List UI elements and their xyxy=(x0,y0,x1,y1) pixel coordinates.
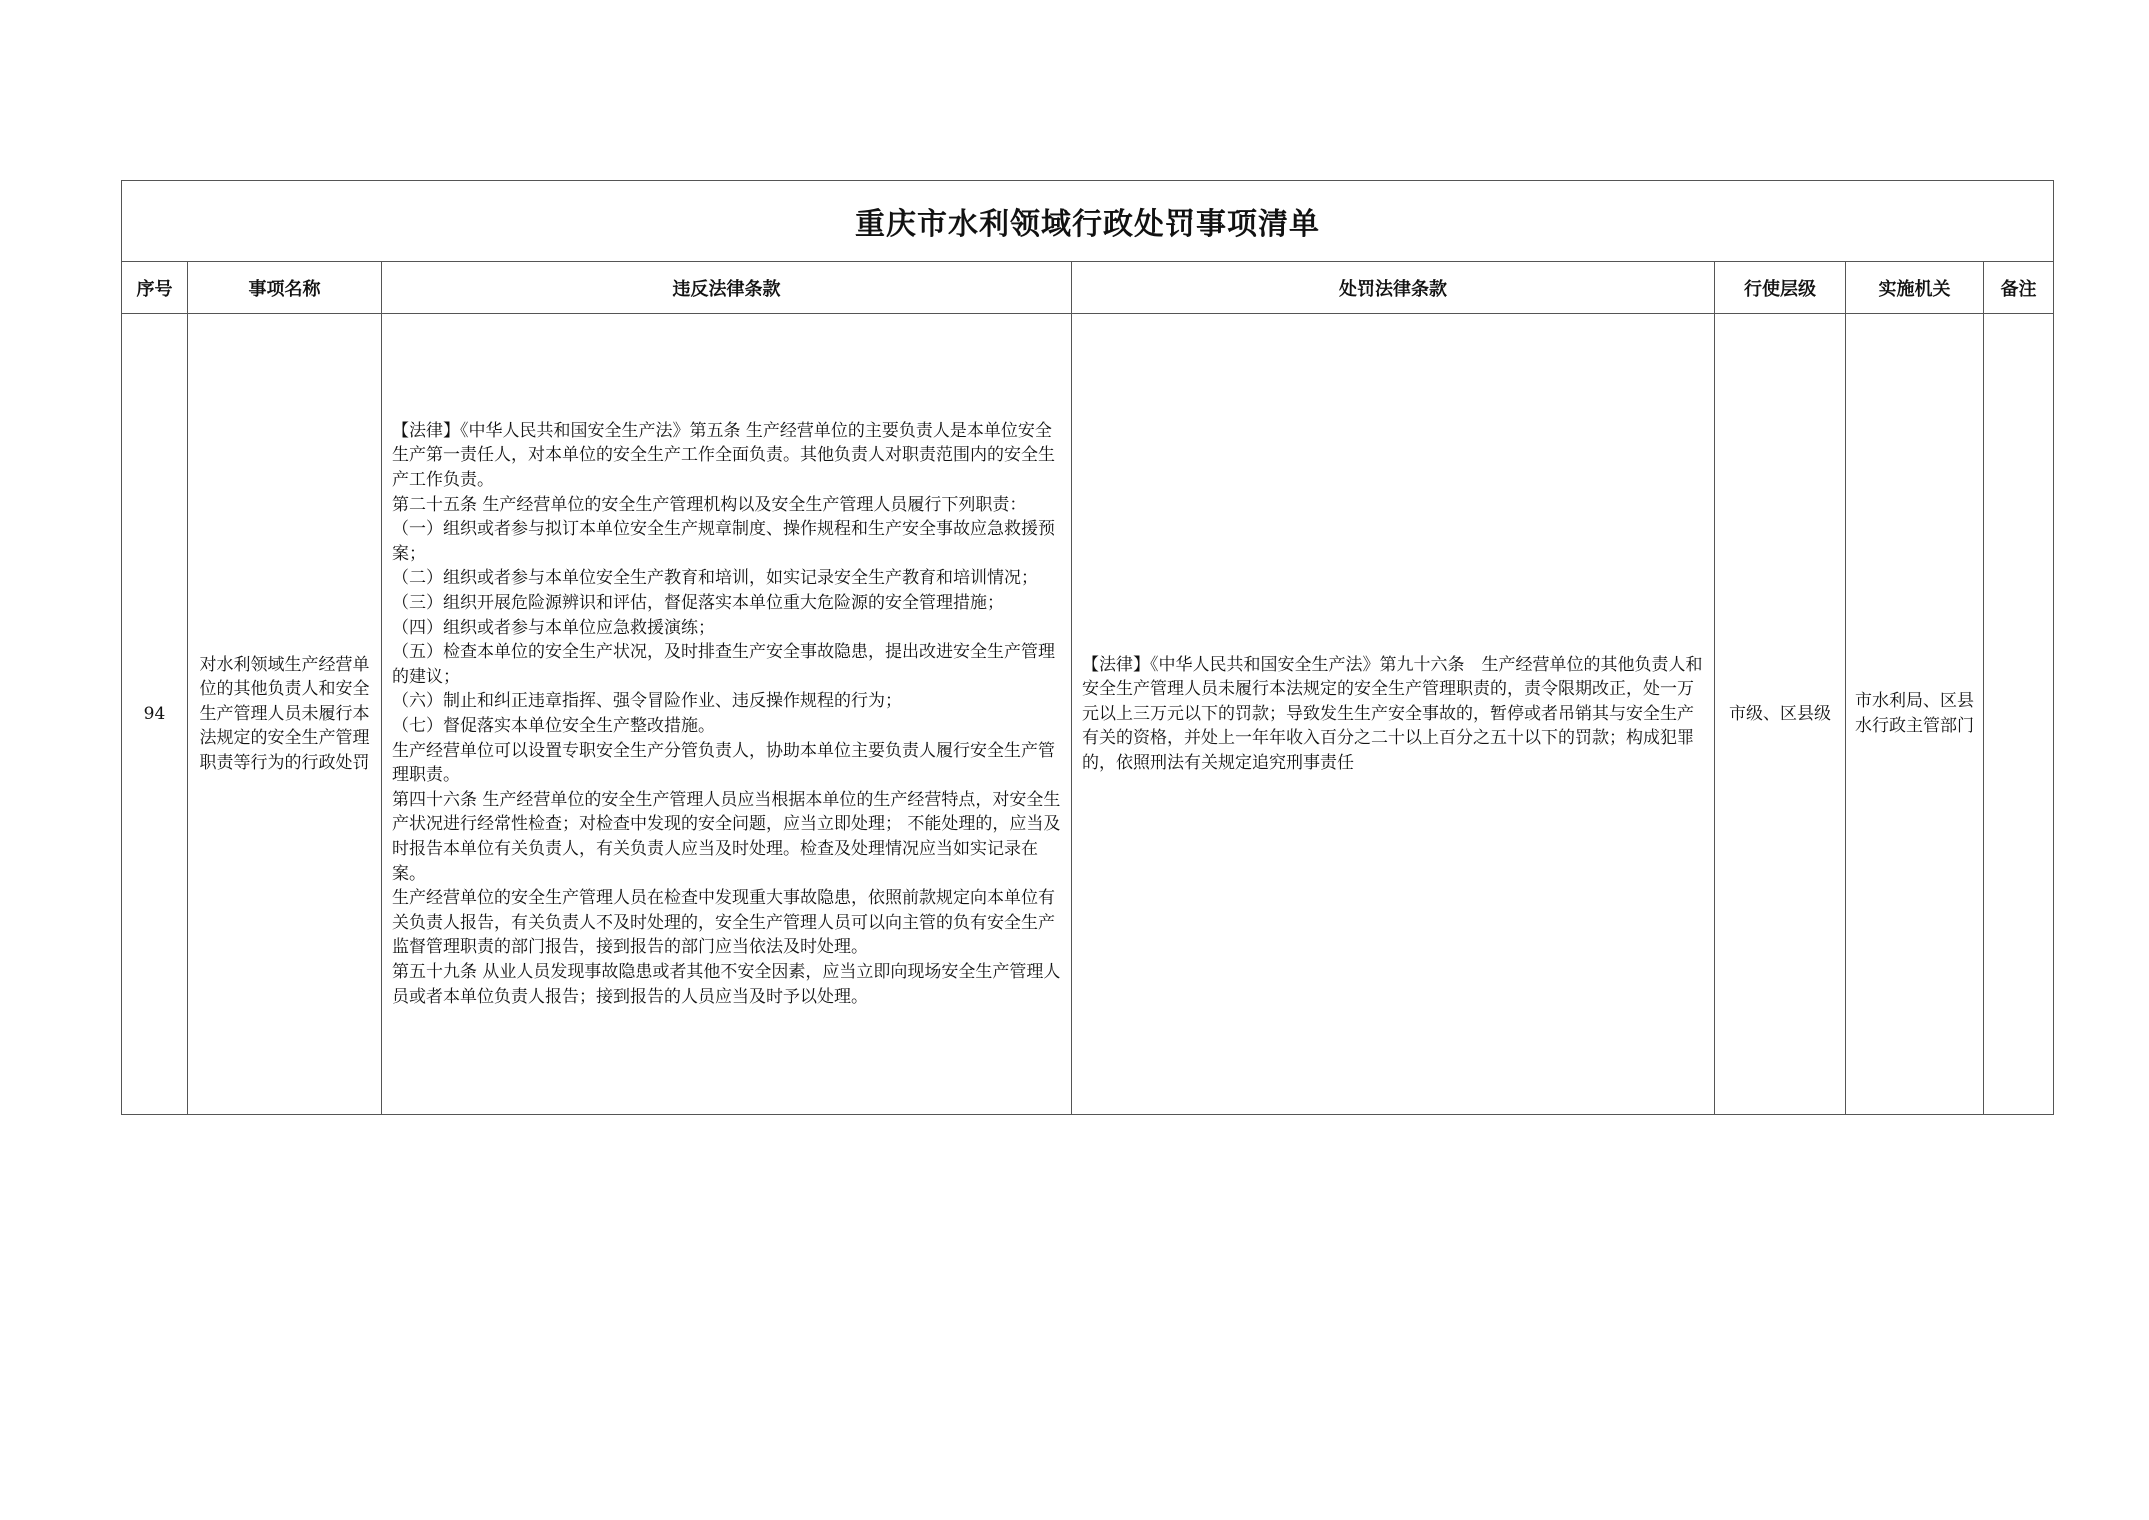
violated-paragraph: （六）制止和纠正违章指挥、强令冒险作业、违反操作规程的行为； xyxy=(392,691,902,712)
cell-remarks xyxy=(1984,314,2054,1115)
header-remarks: 备注 xyxy=(1984,262,2054,314)
header-item-name: 事项名称 xyxy=(188,262,382,314)
violated-paragraph: （一）组织或者参与拟订本单位安全生产规章制度、操作规程和生产安全事故应急救援预案； xyxy=(392,519,1055,564)
cell-index: 94 xyxy=(122,314,188,1115)
violated-paragraph: （四）组织或者参与本单位应急救援演练； xyxy=(392,617,715,638)
violated-paragraph: 生产经营单位可以设置专职安全生产分管负责人，协助本单位主要负责人履行安全生产管理职责。 xyxy=(392,740,1055,786)
penalty-list-table xyxy=(121,180,2054,1115)
cell-exercise-level: 市级、区县级 xyxy=(1715,314,1846,1115)
violated-paragraph: 第四十六条 生产经营单位的安全生产管理人员应当根据本单位的生产经营特点，对安全生产状况进行经常性检查；对检查中发现的安全问题，应当立即处理； 不能处理的，应当及时报告本单位有关负责人，有关负责人应当及时处理。检查及处理情况应当如实记录在案。 xyxy=(392,789,1061,884)
violated-paragraph: （三）组织开展危险源辨识和评估，督促落实本单位重大危险源的安全管理措施； xyxy=(392,593,1004,614)
header-implementing-agency: 实施机关 xyxy=(1846,262,1984,314)
table-header-row xyxy=(122,262,2054,314)
violated-paragraph: （五）检查本单位的安全生产状况，及时排查生产安全事故隐患，提出改进安全生产管理的建议； xyxy=(392,642,1055,687)
header-index: 序号 xyxy=(122,262,188,314)
cell-item-name: 对水利领域生产经营单位的其他负责人和安全生产管理人员未履行本法规定的安全生产管理职责等行为的行政处罚 xyxy=(188,314,382,1115)
cell-implementing-agency: 市水利局、区县水行政主管部门 xyxy=(1846,314,1984,1115)
header-penalty-provisions: 处罚法律条款 xyxy=(1072,262,1715,314)
violated-paragraph: 第五十九条 从业人员发现事故隐患或者其他不安全因素，应当立即向现场安全生产管理人员或者本单位负责人报告；接到报告的人员应当及时予以处理。 xyxy=(392,961,1061,1007)
violated-paragraph: 生产经营单位的安全生产管理人员在检查中发现重大事故隐患，依照前款规定向本单位有关负责人报告，有关负责人不及时处理的，安全生产管理人员可以向主管的负有安全生产监督管理职责的部门报告，接到报告的部门应当依法及时处理。 xyxy=(392,888,1055,958)
violated-paragraph: （七）督促落实本单位安全生产整改措施。 xyxy=(392,716,715,736)
violated-paragraph: 第二十五条 生产经营单位的安全生产管理机构以及安全生产管理人员履行下列职责： xyxy=(392,494,1027,515)
violated-paragraph: （二）组织或者参与本单位安全生产教育和培训，如实记录安全生产教育和培训情况； xyxy=(392,568,1038,589)
header-violated-provisions: 违反法律条款 xyxy=(382,262,1072,314)
cell-penalty-provisions: 【法律】《中华人民共和国安全生产法》第九十六条 生产经营单位的其他负责人和安全生产管理人员未履行本法规定的安全生产管理职责的，责令限期改正，处一万元以上三万元以下的罚款；导致发生生产安全事故的，暂停或者吊销其与安全生产有关的资格，并处上一年年收入百分之二十以上百分之五十以下的罚款；构成犯罪的，依照刑法有关规定追究刑事责任 xyxy=(1072,314,1715,1115)
table-row xyxy=(122,314,2054,1115)
violated-paragraph: 【法律】《中华人民共和国安全生产法》第五条 生产经营单位的主要负责人是本单位安全生产第一责任人，对本单位的安全生产工作全面负责。其他负责人对职责范围内的安全生产工作负责。 xyxy=(392,420,1055,491)
header-exercise-level: 行使层级 xyxy=(1715,262,1846,314)
cell-violated-provisions xyxy=(382,314,1072,1115)
document-title: 重庆市水利领域行政处罚事项清单 xyxy=(122,181,2054,262)
